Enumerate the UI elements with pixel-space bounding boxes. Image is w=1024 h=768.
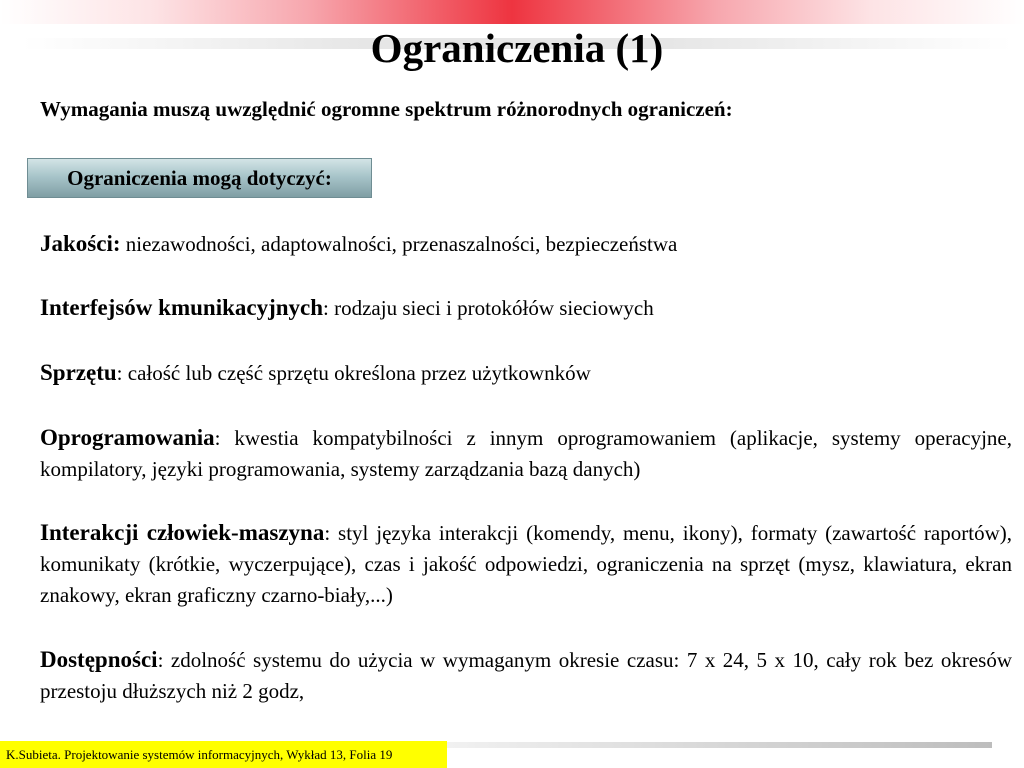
- constraint-term: Interakcji człowiek-maszyna: [40, 520, 325, 545]
- constraint-description: : całość lub część sprzętu określona przez użytkownków: [116, 361, 591, 385]
- constraint-description: : rodzaju sieci i protokółów sieciowych: [323, 296, 654, 320]
- constraint-description: : kwestia kompatybilności z innym oprogramowaniem (aplikacje, systemy operacyjne, kompilatory, języki programowania, systemy zarządzania bazą danych): [40, 426, 1012, 481]
- constraint-description: : styl języka interakcji (komendy, menu, ikony), formaty (zawartość raportów), komunikaty (krótkie, wyczerpujące), czas i jakość odpowiedzi, ograniczenia na sprzęt (mysz, klawiatura, ekran znakowy, ekran graficzny czarno-biały,...): [40, 521, 1012, 607]
- slide-intro: Wymagania muszą uwzględnić ogromne spektrum różnorodnych ograniczeń:: [40, 97, 733, 121]
- footer-label: K.Subieta. Projektowanie systemów informacyjnych, Wykład 13, Folia 19: [0, 741, 447, 768]
- constraint-item-availability: [40, 644, 1012, 707]
- constraint-description: niezawodności, adaptowalności, przenaszalności, bezpieczeństwa: [120, 232, 678, 256]
- constraint-item-quality: [40, 228, 1012, 260]
- constraint-item-hci: [40, 517, 1012, 611]
- top-decorative-stripe: [0, 0, 1024, 24]
- constraint-term: Sprzętu: [40, 360, 117, 385]
- slide-title: Ograniczenia (1): [370, 25, 664, 71]
- constraint-item-hardware: [40, 357, 1012, 389]
- constraint-term: Dostępności: [40, 647, 158, 672]
- constraint-description: : zdolność systemu do użycia w wymaganym okresie czasu: 7 x 24, 5 x 10, cały rok bez okresów przestoju dłuższych niż 2 godz,: [40, 648, 1012, 703]
- constraint-item-software: [40, 422, 1012, 485]
- constraint-term: Oprogramowania: [40, 425, 215, 450]
- section-banner: Ograniczenia mogą dotyczyć:: [27, 158, 372, 198]
- constraint-term: Jakości:: [40, 231, 121, 256]
- footer-decorative-band: [440, 742, 992, 748]
- constraint-term: Interfejsów kmunikacyjnych: [40, 295, 324, 320]
- constraint-item-interfaces: [40, 292, 1012, 324]
